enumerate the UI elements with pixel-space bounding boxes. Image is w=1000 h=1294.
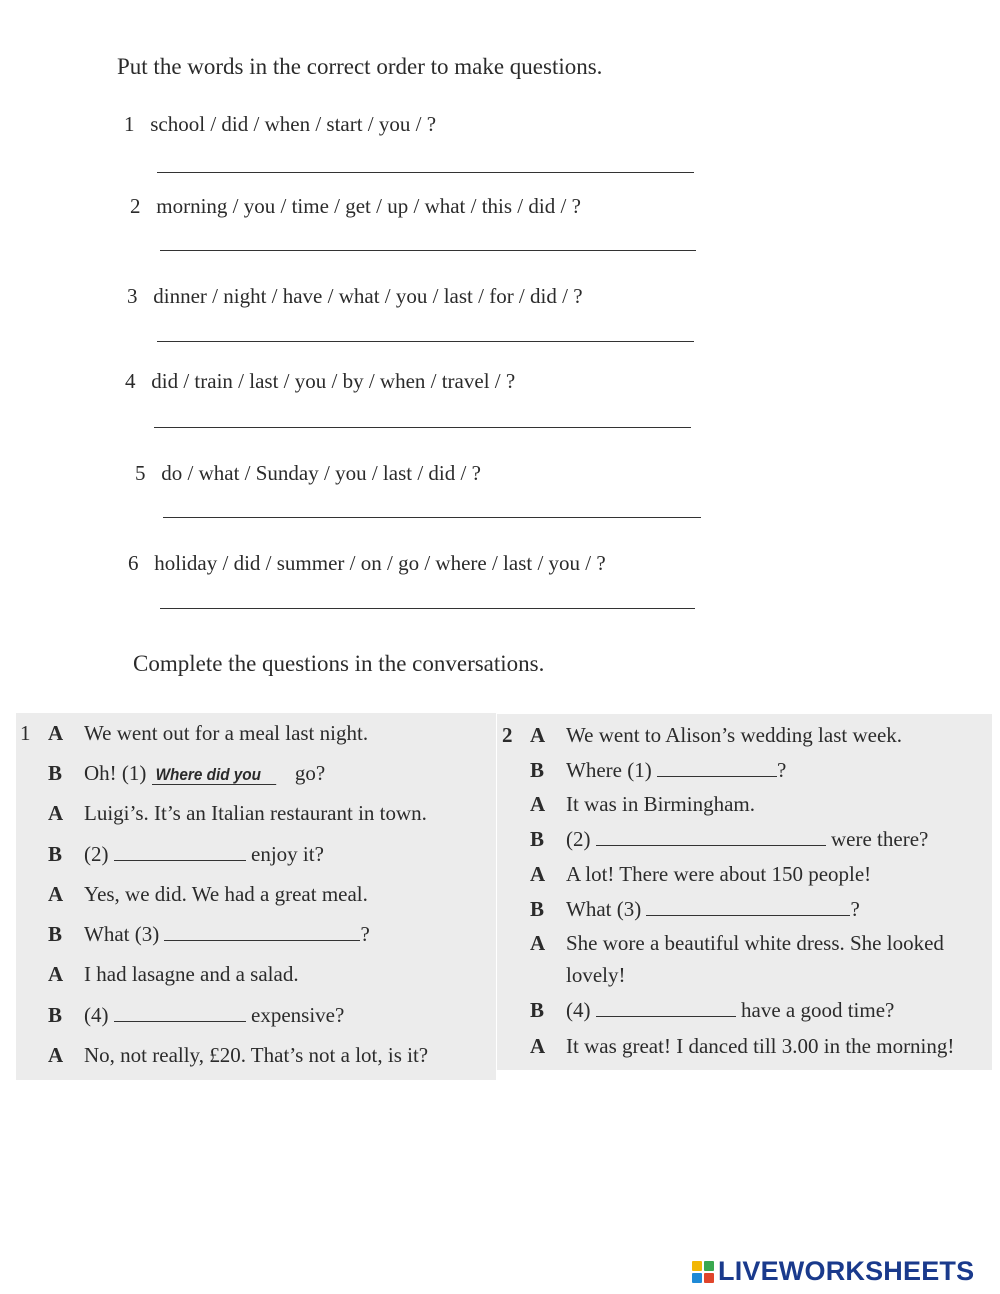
question-3	[127, 284, 583, 309]
dialogue-line	[530, 827, 928, 852]
answer-field-2[interactable]	[160, 250, 696, 251]
answer-field-c2-4[interactable]	[596, 998, 736, 1017]
question-words: do / what / Sunday / you / last / did / ?	[161, 461, 481, 485]
line-prefix: What (3)	[84, 922, 160, 946]
dialogue-line	[48, 1003, 344, 1028]
answer-field-c2-1[interactable]	[657, 758, 777, 777]
conversation-number: 2	[502, 723, 513, 747]
line-prefix: Where (1)	[566, 758, 652, 782]
line-prefix: (2)	[84, 842, 109, 866]
logo-square	[692, 1273, 702, 1283]
line-text: She wore a beautiful white dress. She looked	[566, 931, 944, 955]
speaker-label: B	[48, 1003, 63, 1027]
line-text: We went to Alison’s wedding last week.	[566, 723, 903, 747]
dialogue-line	[48, 801, 427, 826]
logo-text: LIVEWORKSHEETS	[718, 1256, 975, 1286]
conversation-number: 1	[20, 721, 31, 745]
dialogue-line	[530, 862, 871, 887]
question-1	[124, 112, 436, 137]
answer-field-c2-3[interactable]	[646, 897, 850, 916]
speaker-label: B	[530, 998, 545, 1022]
line-prefix: (4)	[84, 1003, 109, 1027]
question-number: 2	[130, 194, 141, 218]
line-prefix: (2)	[566, 827, 591, 851]
question-4	[125, 369, 515, 394]
dialogue-line	[530, 897, 860, 922]
speaker-label: A	[530, 1034, 546, 1058]
dialogue-line	[530, 792, 755, 817]
line-text: I had lasagne and a salad.	[84, 962, 299, 986]
speaker-label: B	[530, 758, 545, 782]
line-suffix: go?	[294, 761, 326, 785]
line-suffix: ?	[850, 897, 860, 921]
logo-square	[692, 1261, 702, 1271]
line-text: Yes, we did. We had a great meal.	[84, 882, 368, 906]
line-suffix: expensive?	[251, 1003, 345, 1027]
dialogue-line	[530, 723, 902, 748]
line-prefix: Oh! (1)	[84, 761, 147, 785]
answer-field-c1-4[interactable]	[114, 1003, 246, 1022]
speaker-label: A	[48, 1043, 64, 1067]
dialogue-line	[48, 882, 368, 907]
speaker-label: A	[48, 801, 64, 825]
speaker-label: A	[530, 792, 546, 816]
speaker-label: A	[530, 723, 546, 747]
question-words: holiday / did / summer / on / go / where / last / you / ?	[154, 551, 606, 575]
speaker-label: B	[530, 897, 545, 921]
speaker-label: A	[48, 962, 64, 986]
question-5	[135, 461, 481, 486]
line-text: A lot! There were about 150 people!	[566, 862, 872, 886]
liveworksheets-logo	[692, 1256, 974, 1287]
logo-square	[704, 1261, 714, 1271]
speaker-label: A	[48, 882, 64, 906]
answer-field-3[interactable]	[157, 341, 694, 342]
line-text: We went out for a meal last night.	[84, 721, 369, 745]
answer-field-6[interactable]	[160, 608, 695, 609]
speaker-label: B	[530, 827, 545, 851]
answer-field-c1-2[interactable]	[114, 842, 246, 861]
answer-field-1[interactable]	[157, 172, 694, 173]
dialogue-line	[48, 761, 325, 786]
line-text: Luigi’s. It’s an Italian restaurant in town.	[84, 801, 427, 825]
question-words: dinner / night / have / what / you / last / for / did / ?	[153, 284, 583, 308]
answer-field-c1-3[interactable]	[164, 922, 360, 941]
exercise2-instruction: Complete the questions in the conversations.	[133, 651, 545, 676]
line-suffix: enjoy it?	[251, 842, 324, 866]
dialogue-line	[530, 931, 944, 956]
answer-field-c1-1[interactable]: Where did you	[152, 765, 276, 785]
speaker-label: B	[48, 761, 63, 785]
conversation-1-panel	[16, 713, 496, 1080]
question-words: school / did / when / start / you / ?	[150, 112, 437, 136]
dialogue-line	[48, 922, 370, 947]
question-number: 1	[124, 112, 135, 136]
answer-field-4[interactable]	[154, 427, 691, 428]
speaker-label: A	[530, 862, 546, 886]
dialogue-line	[530, 1034, 954, 1059]
dialogue-line	[48, 721, 368, 746]
answer-field-5[interactable]	[163, 517, 701, 518]
speaker-label: B	[48, 842, 63, 866]
logo-square	[704, 1273, 714, 1283]
line-text: It was great! I danced till 3.00 in the morning!	[566, 1034, 955, 1058]
exercise1-instruction: Put the words in the correct order to make questions.	[117, 54, 603, 79]
dialogue-line	[530, 758, 786, 783]
speaker-label: A	[530, 931, 546, 955]
question-number: 6	[128, 551, 139, 575]
question-number: 3	[127, 284, 138, 308]
speaker-label: A	[48, 721, 64, 745]
dialogue-line	[530, 998, 894, 1023]
logo-mark-icon	[692, 1261, 714, 1283]
conversation-2-panel	[497, 714, 992, 1070]
dialogue-line	[48, 962, 299, 987]
question-words: did / train / last / you / by / when / travel / ?	[151, 369, 516, 393]
dialogue-line-continuation: lovely!	[566, 963, 626, 987]
line-suffix: were there?	[831, 827, 929, 851]
question-words: morning / you / time / get / up / what / this / did / ?	[156, 194, 581, 218]
line-suffix: ?	[360, 922, 370, 946]
line-prefix: (4)	[566, 998, 591, 1022]
answer-field-c2-2[interactable]	[596, 827, 826, 846]
dialogue-line	[48, 842, 324, 867]
question-6	[128, 551, 606, 576]
line-text: It was in Birmingham.	[566, 792, 755, 816]
line-text: No, not really, £20. That’s not a lot, is it?	[84, 1043, 429, 1067]
line-suffix: have a good time?	[741, 998, 895, 1022]
dialogue-line	[48, 1043, 428, 1068]
question-number: 4	[125, 369, 136, 393]
question-2	[130, 194, 581, 219]
line-prefix: What (3)	[566, 897, 642, 921]
speaker-label: B	[48, 922, 63, 946]
line-suffix: ?	[776, 758, 787, 782]
question-number: 5	[135, 461, 146, 485]
